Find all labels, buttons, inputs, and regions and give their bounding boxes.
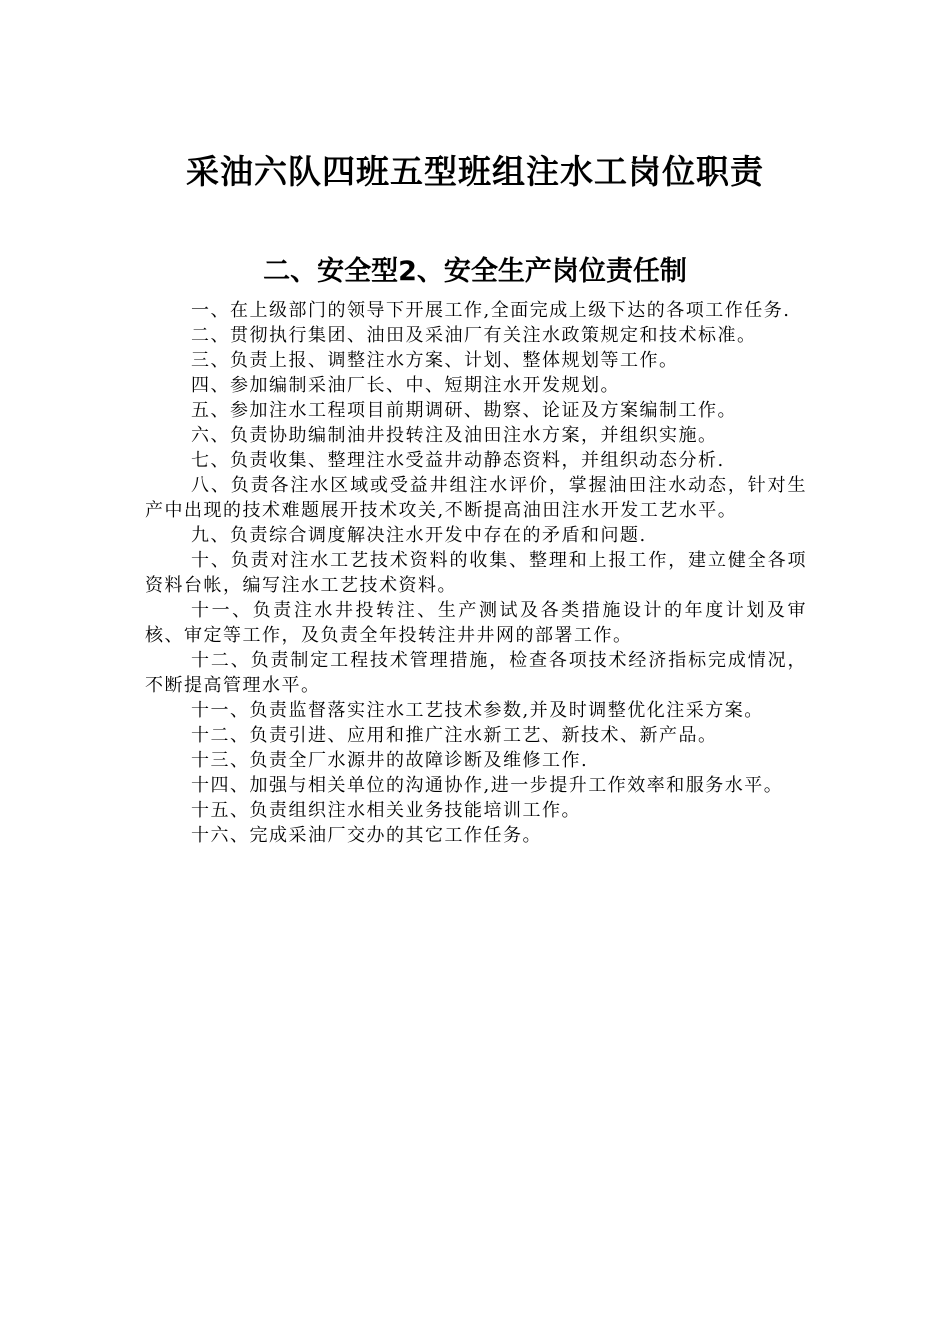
duty-item-9: 九、负责综合调度解决注水开发中存在的矛盾和问题. [191, 525, 647, 546]
duty-item-8: 八、负责各注水区域或受益井组注水评价，掌握油田注水动态，针对生产中出现的技术难题展开技术攻关,不断提高油田注水开发工艺水平。 [145, 475, 807, 521]
duty-item-13: 十一、负责监督落实注水工艺技术参数,并及时调整优化注采方案。 [191, 700, 764, 721]
duty-item-4: 四、参加编制采油厂长、中、短期注水开发规划。 [191, 375, 620, 396]
document-body [145, 298, 807, 848]
duty-item-10: 十、负责对注水工艺技术资料的收集、整理和上报工作，建立健全各项资料台帐，编写注水工艺技术资料。 [145, 550, 807, 596]
document-title: 采油六队四班五型班组注水工岗位职责 [186, 152, 764, 191]
duty-item-1: 一、在上级部门的领导下开展工作,全面完成上级下达的各项工作任务. [191, 300, 791, 321]
duty-item-14: 十二、负责引进、应用和推广注水新工艺、新技术、新产品。 [191, 725, 718, 746]
duty-item-12: 十二、负责制定工程技术管理措施，检查各项技术经济指标完成情况，不断提高管理水平。 [145, 650, 807, 696]
duty-item-6: 六、负责协助编制油井投转注及油田注水方案，并组织实施。 [191, 425, 718, 446]
duty-item-2: 二、贯彻执行集团、油田及采油厂有关注水政策规定和技术标准。 [191, 325, 757, 346]
duty-item-3: 三、负责上报、调整注水方案、计划、整体规划等工作。 [191, 350, 679, 371]
duty-item-16: 十四、加强与相关单位的沟通协作,进一步提升工作效率和服务水平。 [191, 775, 784, 796]
duty-item-7: 七、负责收集、整理注水受益井动静态资料，并组织动态分析. [191, 450, 725, 471]
duty-item-18: 十六、完成采油厂交办的其它工作任务。 [191, 825, 542, 846]
duty-item-5: 五、参加注水工程项目前期调研、勘察、论证及方案编制工作。 [191, 400, 737, 421]
duty-item-15: 十三、负责全厂水源井的故障诊断及维修工作. [191, 750, 589, 771]
duty-item-17: 十五、负责组织注水相关业务技能培训工作。 [191, 800, 581, 821]
duty-item-11: 十一、负责注水井投转注、生产测试及各类措施设计的年度计划及审核、审定等工作，及负责全年投转注井井网的部署工作。 [145, 600, 807, 646]
section-title: 二、安全型2、安全生产岗位责任制 [263, 256, 687, 287]
